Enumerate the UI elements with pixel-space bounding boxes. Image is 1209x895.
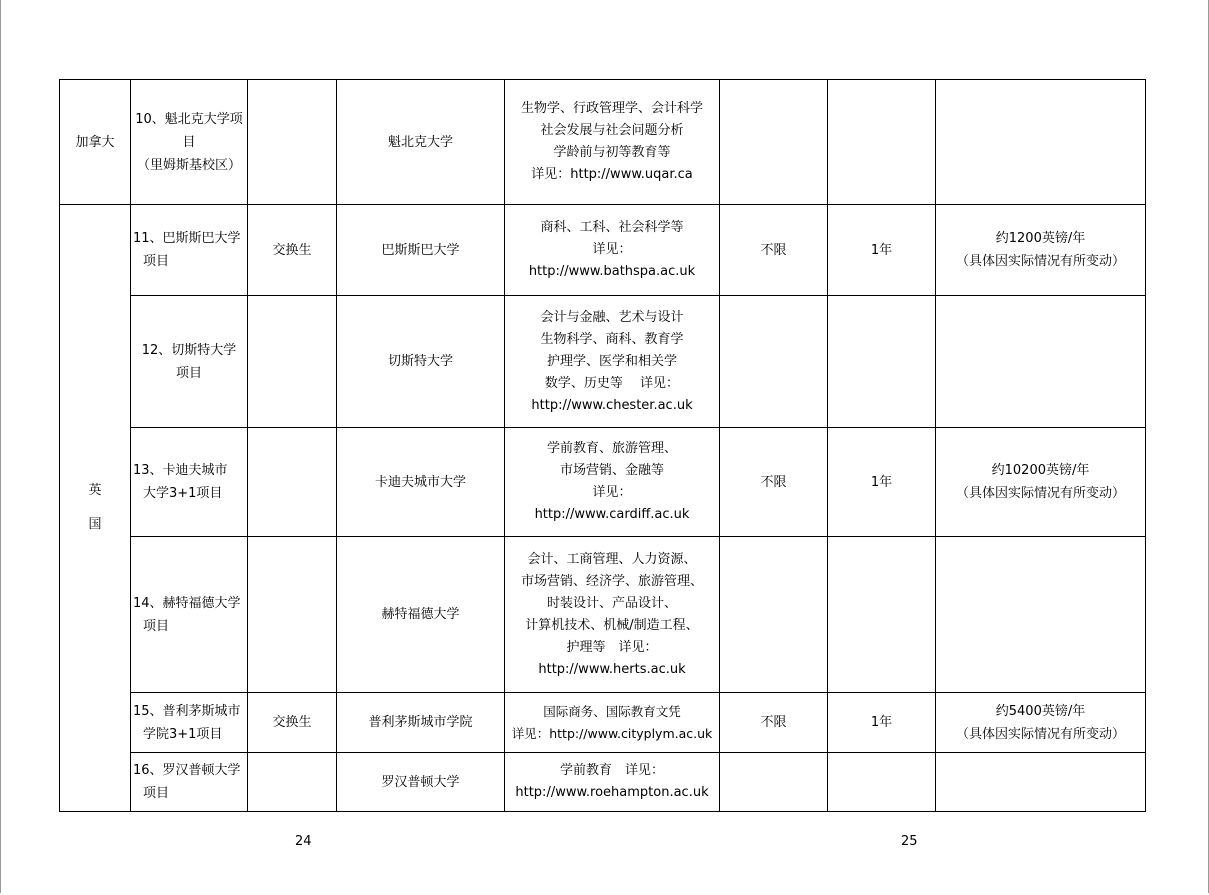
- grade-cell: [720, 537, 828, 693]
- program-cell: 11、巴斯斯巴大学 项目: [131, 205, 248, 296]
- table-row: [60, 296, 1146, 428]
- partner-cell: 切斯特大学: [337, 296, 505, 428]
- program-cell: 12、切斯特大学 项目: [131, 296, 248, 428]
- program-cell: 15、普利茅斯城市 学院3+1项目: [131, 693, 248, 753]
- majors-cell: 商科、工科、社会科学等 详见： http://www.bathspa.ac.uk: [505, 205, 720, 296]
- type-cell: 交换生: [248, 693, 337, 753]
- fee-cell: [936, 296, 1146, 428]
- fee-cell: [936, 80, 1146, 205]
- grade-cell: 不限: [720, 428, 828, 537]
- table-row: [60, 537, 1146, 693]
- fee-cell: [936, 537, 1146, 693]
- program-cell: 14、赫特福德大学 项目: [131, 537, 248, 693]
- type-cell: 交换生: [248, 205, 337, 296]
- fee-cell: 约1200英镑/年 （具体因实际情况有所变动）: [936, 205, 1146, 296]
- country-cell: 英 国: [60, 205, 131, 812]
- duration-cell: [828, 296, 936, 428]
- partner-cell: 赫特福德大学: [337, 537, 505, 693]
- majors-cell: 国际商务、国际教育文凭 详见：http://www.cityplym.ac.uk: [505, 693, 720, 753]
- partner-cell: 魁北克大学: [337, 80, 505, 205]
- fee-cell: 约5400英镑/年 （具体因实际情况有所变动）: [936, 693, 1146, 753]
- majors-cell: 会计与金融、艺术与设计 生物科学、商科、教育学 护理学、医学和相关学 数学、历史等 详见： http://www.chester.ac.uk: [505, 296, 720, 428]
- grade-cell: [720, 753, 828, 812]
- table-row: [60, 753, 1146, 812]
- table-row: [60, 693, 1146, 753]
- majors-cell: 生物学、行政管理学、会计科学 社会发展与社会问题分析 学龄前与初等教育等 详见：http://www.uqar.ca: [505, 80, 720, 205]
- majors-cell: 学前教育、旅游管理、 市场营销、金融等 详见： http://www.cardiff.ac.uk: [505, 428, 720, 537]
- type-cell: [248, 428, 337, 537]
- program-table: [59, 79, 1146, 812]
- fee-cell: 约10200英镑/年 （具体因实际情况有所变动）: [936, 428, 1146, 537]
- duration-cell: [828, 537, 936, 693]
- program-cell: 10、魁北克大学项目 （里姆斯基校区）: [131, 80, 248, 205]
- duration-cell: 1年: [828, 205, 936, 296]
- program-cell: 16、罗汉普顿大学 项目: [131, 753, 248, 812]
- duration-cell: 1年: [828, 428, 936, 537]
- type-cell: [248, 80, 337, 205]
- page-number-right: 25: [901, 834, 918, 849]
- type-cell: [248, 296, 337, 428]
- type-cell: [248, 537, 337, 693]
- page-number-left: 24: [295, 834, 312, 849]
- fee-cell: [936, 753, 1146, 812]
- grade-cell: 不限: [720, 693, 828, 753]
- partner-cell: 普利茅斯城市学院: [337, 693, 505, 753]
- partner-cell: 卡迪夫城市大学: [337, 428, 505, 537]
- table-row: [60, 428, 1146, 537]
- grade-cell: 不限: [720, 205, 828, 296]
- type-cell: [248, 753, 337, 812]
- grade-cell: [720, 80, 828, 205]
- duration-cell: [828, 80, 936, 205]
- table-row: [60, 205, 1146, 296]
- partner-cell: 罗汉普顿大学: [337, 753, 505, 812]
- duration-cell: 1年: [828, 693, 936, 753]
- grade-cell: [720, 296, 828, 428]
- duration-cell: [828, 753, 936, 812]
- partner-cell: 巴斯斯巴大学: [337, 205, 505, 296]
- majors-cell: 会计、工商管理、人力资源、 市场营销、经济学、旅游管理、 时装设计、产品设计、 计算机技术、机械/制造工程、 护理等 详见： http://www.herts.ac.uk: [505, 537, 720, 693]
- country-cell: 加拿大: [60, 80, 131, 205]
- table-row: [60, 80, 1146, 205]
- majors-cell: 学前教育 详见： http://www.roehampton.ac.uk: [505, 753, 720, 812]
- program-cell: 13、卡迪夫城市 大学3+1项目: [131, 428, 248, 537]
